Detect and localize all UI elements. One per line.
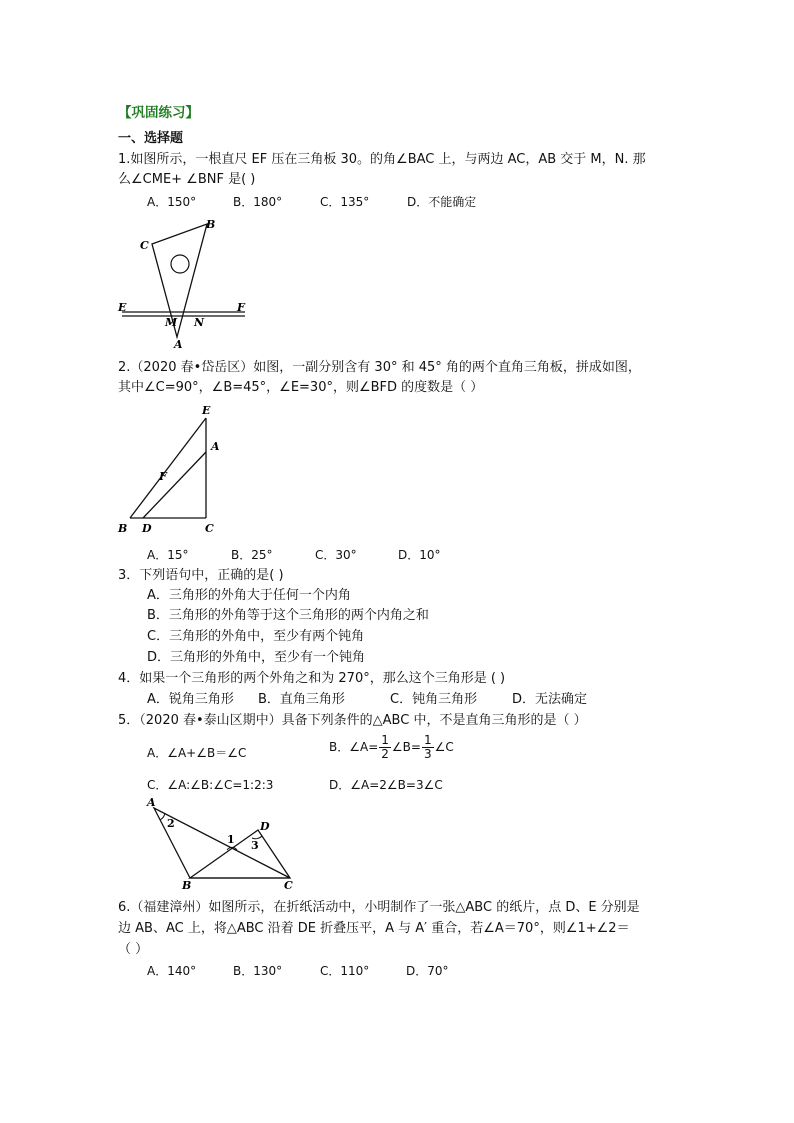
q2-option-a[interactable]: A．15° bbox=[147, 548, 189, 562]
q2-stem-line1: 2.（2020 春•岱岳区）如图，一副分别含有 30° 和 45° 角的两个直角三角板，拼成如图， bbox=[118, 360, 641, 375]
q5-label-d: D bbox=[260, 820, 270, 833]
q4-option-b[interactable]: B．直角三角形 bbox=[258, 692, 345, 707]
q5-label-b: B bbox=[182, 879, 192, 891]
q6-option-c[interactable]: C．110° bbox=[320, 964, 370, 978]
line-da bbox=[143, 452, 206, 518]
q1-label-c: C bbox=[140, 239, 149, 252]
q1-label-n: N bbox=[194, 316, 205, 329]
subsection-title: 一、选择题 bbox=[118, 131, 184, 146]
q2-label-a: A bbox=[211, 440, 220, 453]
q5-label-c: C bbox=[284, 879, 293, 891]
q4-option-c[interactable]: C．钝角三角形 bbox=[390, 692, 478, 707]
q3-option-a[interactable]: A．三角形的外角大于任何一个内角 bbox=[147, 588, 351, 603]
q5-option-c[interactable]: C．∠A:∠B:∠C=1:2:3 bbox=[147, 778, 274, 792]
q4-stem: 4．如果一个三角形的两个外角之和为 270°，那么这个三角形是 ( ) bbox=[118, 671, 506, 686]
q1-option-c[interactable]: C．135° bbox=[320, 195, 370, 209]
q6-stem-line3: （ ） bbox=[118, 942, 149, 957]
q5-label-2: 2 bbox=[167, 817, 175, 830]
q1-stem-line1: 1.如图所示，一根直尺 EF 压在三角板 30。的角∠BAC 上，与两边 AC，AB 交于 M，N. 那 bbox=[118, 152, 646, 167]
q5-stem: 5．（2020 春•泰山区期中）具备下列条件的△ABC 中，不是直角三角形的是（ ） bbox=[118, 713, 587, 728]
q5-optb-suffix: ∠C bbox=[434, 740, 454, 754]
q1-figure bbox=[110, 212, 260, 352]
line-be bbox=[130, 418, 206, 518]
q5-optb-mid: ∠B= bbox=[391, 740, 421, 754]
q5-optb-fraction-1: $\frac{1}{2}$ bbox=[381, 733, 389, 761]
q2-stem-line2: 其中∠C=90°，∠B=45°，∠E=30°，则∠BFD 的度数是（ ） bbox=[118, 380, 484, 395]
q6-stem-line1: 6.（福建漳州）如图所示，在折纸活动中，小明制作了一张△ABC 的纸片，点 D、E 分别是 bbox=[118, 900, 640, 915]
q1-label-b: B bbox=[206, 218, 216, 231]
q2-option-b[interactable]: B．25° bbox=[231, 548, 273, 562]
q3-option-d[interactable]: D．三角形的外角中，至少有一个钝角 bbox=[147, 650, 366, 665]
q2-figure bbox=[110, 400, 230, 540]
q1-label-f: F bbox=[237, 301, 245, 314]
q1-option-a[interactable]: A．150° bbox=[147, 195, 197, 209]
q2-label-c: C bbox=[205, 522, 214, 535]
q1-label-m: M bbox=[165, 316, 178, 329]
q1-option-d[interactable]: D．不能确定 bbox=[407, 195, 477, 209]
q1-stem-line2: 么∠CME+ ∠BNF 是( ) bbox=[118, 172, 256, 187]
q3-option-c[interactable]: C．三角形的外角中，至少有两个钝角 bbox=[147, 629, 365, 644]
q5-label-1: 1 bbox=[227, 833, 235, 846]
q6-option-d[interactable]: D．70° bbox=[406, 964, 449, 978]
q3-option-b[interactable]: B．三角形的外角等于这个三角形的两个内角之和 bbox=[147, 608, 429, 623]
q5-option-d[interactable]: D．∠A=2∠B=3∠C bbox=[329, 778, 443, 792]
q6-option-b[interactable]: B．130° bbox=[233, 964, 283, 978]
q5-option-b[interactable] bbox=[329, 734, 454, 761]
q5-option-a[interactable]: A．∠A+∠B＝∠C bbox=[147, 746, 247, 760]
q2-label-f: F bbox=[159, 470, 167, 483]
q3-stem: 3．下列语句中，正确的是( ) bbox=[118, 568, 284, 583]
q2-label-d: D bbox=[142, 522, 152, 535]
q5-optb-fraction-2: $\frac{1}{3}$ bbox=[423, 733, 432, 761]
q5-label-a: A bbox=[147, 796, 156, 809]
q6-stem-line2: 边 AB、AC 上，将△ABC 沿着 DE 折叠压平，A 与 A′ 重合，若∠A＝70°，则∠1+∠2＝ bbox=[118, 921, 630, 936]
q1-label-e: E bbox=[118, 301, 127, 314]
q5-label-3: 3 bbox=[251, 839, 259, 852]
triangle-hole bbox=[171, 255, 189, 273]
q4-option-a[interactable]: A．锐角三角形 bbox=[147, 692, 234, 707]
q6-option-a[interactable]: A．140° bbox=[147, 964, 197, 978]
q5-figure bbox=[140, 796, 305, 891]
q5-optb-prefix: B．∠A= bbox=[329, 740, 379, 754]
angle-2-arc bbox=[160, 813, 165, 820]
q2-option-c[interactable]: C．30° bbox=[315, 548, 357, 562]
q2-label-b: B bbox=[118, 522, 128, 535]
q1-label-a: A bbox=[174, 338, 183, 351]
q2-option-d[interactable]: D．10° bbox=[398, 548, 441, 562]
q4-option-d[interactable]: D．无法确定 bbox=[512, 692, 588, 707]
q1-option-b[interactable]: B．180° bbox=[233, 195, 283, 209]
section-title: 【巩固练习】 bbox=[118, 105, 199, 121]
q2-label-e: E bbox=[202, 404, 211, 417]
